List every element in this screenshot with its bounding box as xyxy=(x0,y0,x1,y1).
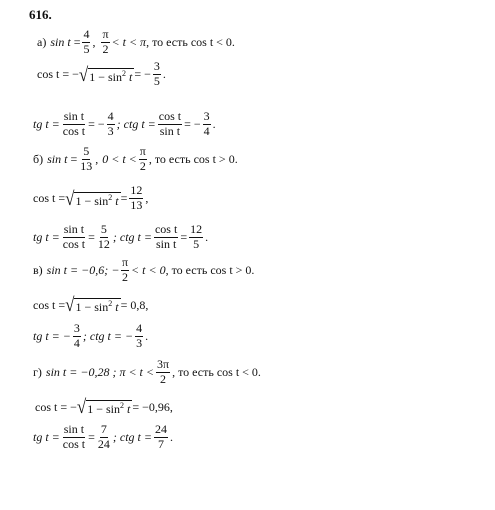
sin-func: sin xyxy=(50,35,65,50)
conclusion: , то есть cos t > 0. xyxy=(148,152,238,167)
cos-lhs: cos t = − xyxy=(37,67,79,82)
part-b-tg-line xyxy=(33,223,208,252)
part-b-label: б) xyxy=(33,152,44,167)
ctg-lhs: ; ctg t = xyxy=(116,117,156,132)
part-a-condition xyxy=(37,28,235,57)
eq-sign: = xyxy=(88,230,95,245)
part-g-label: г) xyxy=(33,365,42,380)
fraction: $\frac{\text{cos t}}{\text{sin t}}$ xyxy=(154,222,178,251)
eq-sign: = − xyxy=(184,117,201,132)
end-mark: . xyxy=(145,329,149,344)
fraction: $\frac{4}{3}$ xyxy=(107,109,114,138)
fraction: $\frac{\text{sin t}}{\text{cos t}}$ xyxy=(62,222,86,251)
part-g-condition xyxy=(33,358,261,387)
tg-lhs: tg t = xyxy=(33,430,60,445)
part-v-condition xyxy=(33,256,254,285)
sqrt: √ $1 - \sin^2 t$ xyxy=(78,63,133,86)
minus-sign: − xyxy=(112,263,119,278)
eq-sign: = xyxy=(70,152,78,167)
part-a-tg-line xyxy=(33,110,216,139)
part-a-cos-line xyxy=(37,60,166,89)
fraction: $\frac{4}{3}$ xyxy=(136,321,143,350)
end-mark: , xyxy=(145,297,149,312)
fraction: $\frac{\text{cos t}}{\text{sin t}}$ xyxy=(158,109,182,138)
sep: , xyxy=(92,35,96,50)
problem-number: 616. xyxy=(29,7,52,22)
end-mark: . xyxy=(169,430,173,445)
fraction: $\frac{12}{5}$ xyxy=(190,222,203,251)
cos-lhs: cos t = xyxy=(33,297,66,312)
part-a-label: а) xyxy=(37,35,47,50)
cos-lhs: cos t = − xyxy=(35,399,77,414)
fraction: $\frac{4}{5}$ xyxy=(83,27,90,56)
ctg-lhs: ; ctg t = − xyxy=(82,329,134,344)
fraction: 3π 2 xyxy=(157,357,170,386)
ctg-lhs: ; ctg t = xyxy=(112,430,152,445)
conclusion: , то есть cos t < 0. xyxy=(172,365,261,380)
fraction: $\frac{\pi}{2}$ xyxy=(121,255,129,284)
fraction: $\frac{3}{4}$ xyxy=(73,321,80,350)
tg-lhs: tg t = xyxy=(33,117,60,132)
part-g-cos-line xyxy=(35,395,173,418)
fraction: $\frac{5}{13}$ xyxy=(80,144,93,173)
fraction: $\frac{\text{sin t}}{\text{cos t}}$ xyxy=(62,422,86,451)
range-tail: < t < π xyxy=(111,35,147,50)
fraction: $\frac{5}{12}$ xyxy=(97,222,110,251)
cos-rhs: = 0,8 xyxy=(120,297,146,312)
range-left: 0 < t < xyxy=(102,152,137,167)
var-t: t xyxy=(67,35,71,50)
sqrt: √ $1 - \sin^2 t$ xyxy=(76,395,131,418)
part-b-cos-line xyxy=(33,184,148,213)
tg-lhs: tg t = − xyxy=(33,329,71,344)
eq-sign: = xyxy=(180,230,188,245)
tg-lhs: tg t = xyxy=(33,230,60,245)
conclusion: , то есть cos t > 0. xyxy=(165,263,255,278)
part-v-cos-line xyxy=(33,293,149,316)
cos-rhs: = xyxy=(120,191,128,206)
part-v-tg-line xyxy=(33,322,148,351)
cos-rhs: = −0,96 xyxy=(132,399,170,414)
fraction: $\frac{7}{24}$ xyxy=(97,422,110,451)
sin-value: sin t = −0,6; xyxy=(46,263,109,278)
conclusion: , то есть cos t < 0. xyxy=(146,35,235,50)
sqrt: √ $1 - \sin^2 t$ xyxy=(65,187,119,210)
eq-sign: = xyxy=(73,35,81,50)
fraction: $\frac{12}{13}$ xyxy=(130,183,143,212)
sin-value: sin t = −0,28 ; π < t < xyxy=(45,365,154,380)
ctg-lhs: ; ctg t = xyxy=(112,230,152,245)
var-t: t xyxy=(64,152,68,167)
cos-rhs: = − xyxy=(134,67,151,82)
fraction: $\frac{3}{5}$ xyxy=(153,59,160,88)
fraction: π 2 xyxy=(139,144,146,173)
eq-sign: = xyxy=(88,430,95,445)
eq-sign: = − xyxy=(88,117,105,132)
fraction: $\frac{3}{4}$ xyxy=(203,109,210,138)
sqrt: √ $1 - \sin^2 t$ xyxy=(65,293,119,316)
fraction: $\frac{24}{7}$ xyxy=(154,422,167,451)
part-v-label: в) xyxy=(33,263,43,278)
end-mark: , xyxy=(169,399,173,414)
end-mark: , xyxy=(145,191,149,206)
part-g-tg-line xyxy=(33,423,173,452)
range-tail: < t < 0 xyxy=(131,263,166,278)
fraction: π 2 xyxy=(102,27,109,56)
part-b-condition xyxy=(33,145,238,174)
end-mark: . xyxy=(212,117,216,132)
end-mark: . xyxy=(162,67,166,82)
cos-lhs: cos t = xyxy=(33,191,66,206)
end-mark: . xyxy=(205,230,209,245)
sin-func: sin xyxy=(47,152,62,167)
sep: , xyxy=(95,152,99,167)
fraction: $\frac{\text{sin t}}{\text{cos t}}$ xyxy=(62,109,86,138)
